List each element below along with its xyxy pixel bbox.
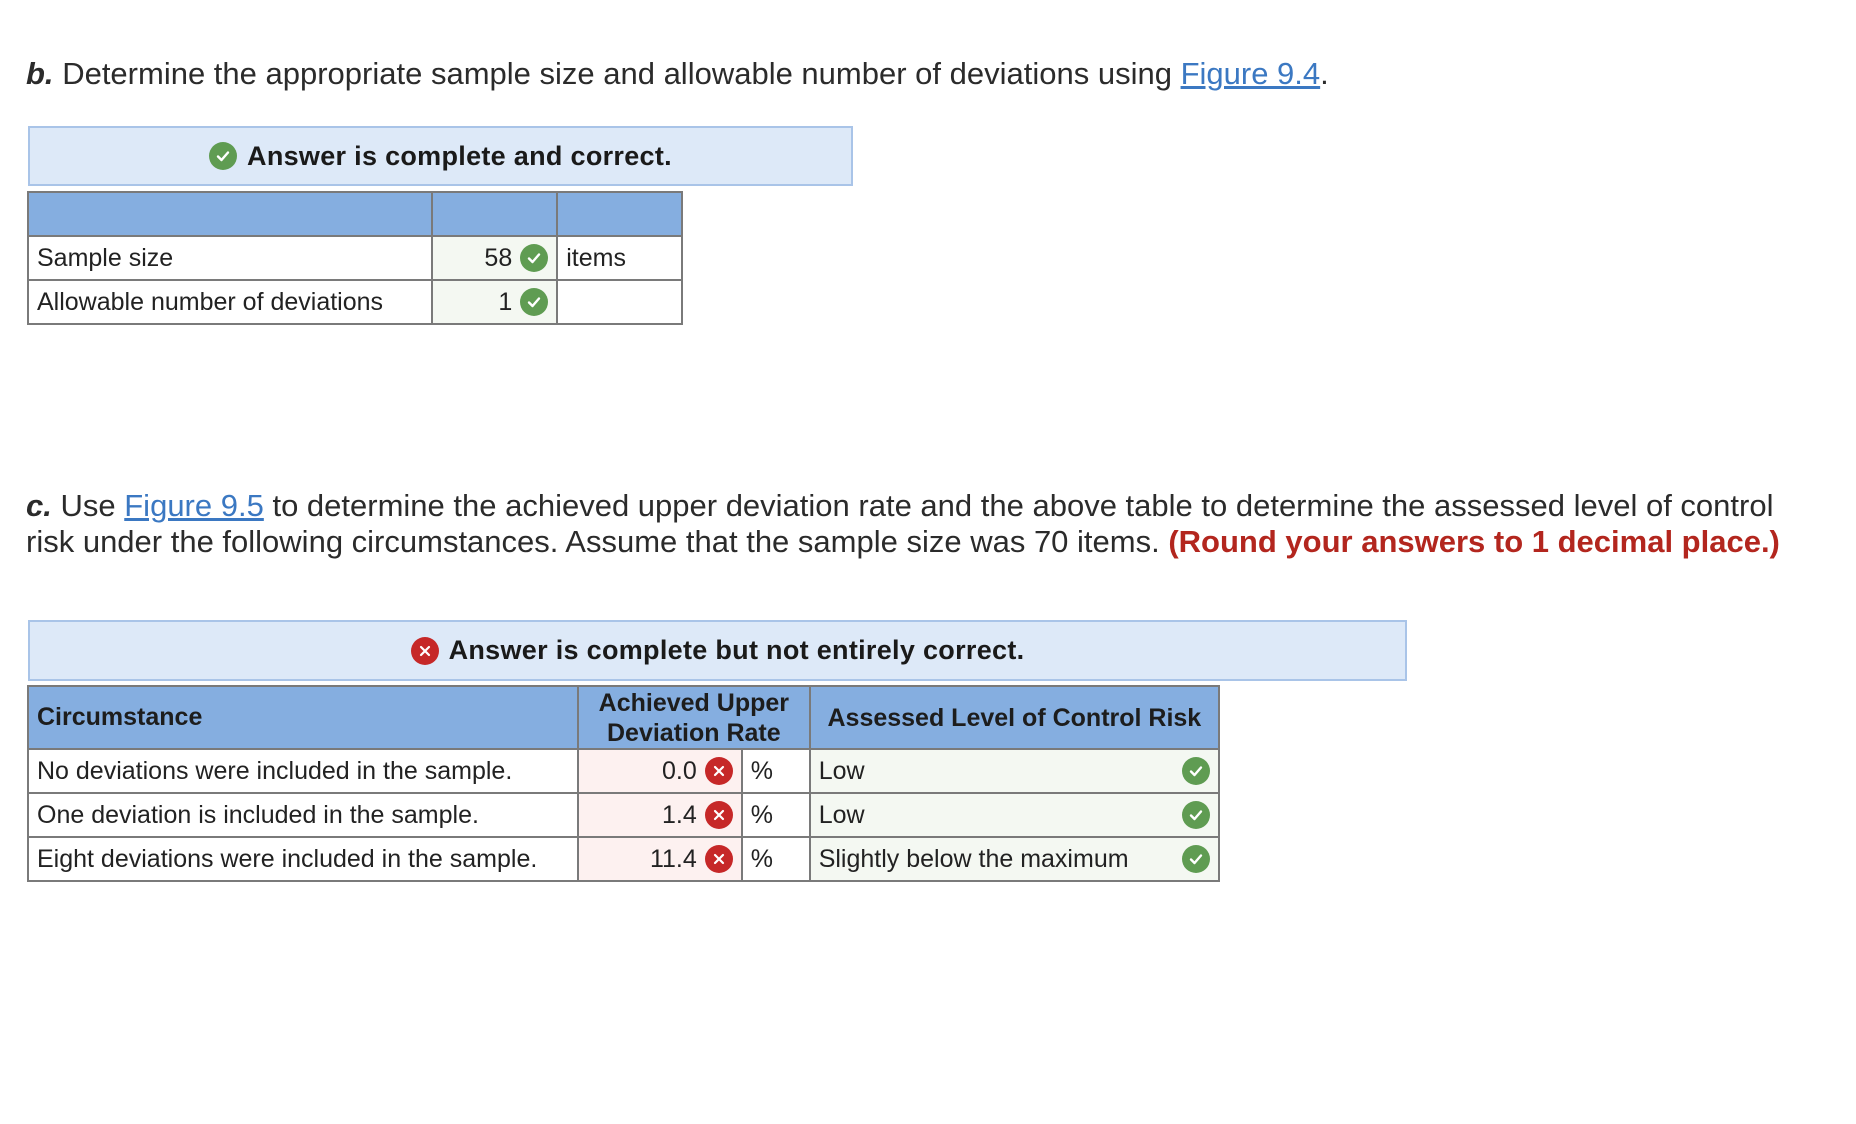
risk-value: Low bbox=[818, 756, 865, 785]
risk-value: Slightly below the maximum bbox=[818, 844, 1129, 873]
check-circle-icon bbox=[1182, 845, 1210, 873]
table-header-row bbox=[28, 686, 1219, 749]
x-circle-icon bbox=[411, 637, 439, 665]
rate-input[interactable] bbox=[578, 749, 742, 793]
figure-9-4-link[interactable]: Figure 9.4 bbox=[1180, 56, 1321, 91]
sample-size-table bbox=[27, 191, 683, 325]
rate-unit: % bbox=[742, 793, 810, 837]
rate-input[interactable] bbox=[578, 793, 742, 837]
allowable-deviations-value: 1 bbox=[498, 287, 513, 316]
table-row bbox=[28, 280, 682, 324]
sample-size-value: 58 bbox=[484, 243, 513, 272]
figure-9-5-link[interactable]: Figure 9.5 bbox=[124, 488, 264, 523]
rate-value: 0.0 bbox=[662, 756, 697, 785]
rounding-instruction: (Round your answers to 1 decimal place.) bbox=[1168, 524, 1780, 559]
header-risk: Assessed Level of Control Risk bbox=[810, 686, 1219, 749]
result-banner-b bbox=[28, 126, 853, 186]
unit-cell: items bbox=[557, 236, 682, 280]
unit-cell bbox=[557, 280, 682, 324]
rate-input[interactable] bbox=[578, 837, 742, 881]
circumstance-cell: Eight deviations were included in the sample. bbox=[28, 837, 578, 881]
check-circle-icon bbox=[520, 244, 548, 272]
check-circle-icon bbox=[1182, 757, 1210, 785]
risk-select[interactable] bbox=[810, 837, 1219, 881]
header-circumstance: Circumstance bbox=[28, 686, 578, 749]
question-b-letter: b. bbox=[26, 56, 54, 91]
check-circle-icon bbox=[1182, 801, 1210, 829]
rate-value: 11.4 bbox=[649, 844, 697, 873]
table-header-row bbox=[28, 192, 682, 236]
question-b bbox=[26, 56, 1329, 92]
result-banner-b-text: Answer is complete and correct. bbox=[247, 140, 672, 171]
table-row bbox=[28, 837, 1219, 881]
result-banner-c bbox=[28, 620, 1407, 681]
question-c-use: Use bbox=[60, 488, 116, 523]
sample-size-input[interactable] bbox=[432, 236, 557, 280]
risk-select[interactable] bbox=[810, 793, 1219, 837]
question-c bbox=[26, 488, 1806, 560]
x-circle-icon bbox=[705, 801, 733, 829]
header-cell bbox=[28, 192, 432, 236]
rate-unit: % bbox=[742, 749, 810, 793]
x-circle-icon bbox=[705, 757, 733, 785]
question-c-letter: c. bbox=[26, 488, 52, 523]
risk-select[interactable] bbox=[810, 749, 1219, 793]
x-circle-icon bbox=[705, 845, 733, 873]
row-label: Allowable number of deviations bbox=[28, 280, 432, 324]
header-cell bbox=[557, 192, 682, 236]
rate-unit: % bbox=[742, 837, 810, 881]
header-rate: Achieved Upper Deviation Rate bbox=[578, 686, 810, 749]
question-c-text: to determine the achieved upper deviation rate and the above table to determine the assessed level of control risk under the following circumstances. Assume that the sample size was 70 items. bbox=[26, 488, 1774, 559]
control-risk-table bbox=[27, 685, 1220, 882]
table-row bbox=[28, 236, 682, 280]
rate-value: 1.4 bbox=[662, 800, 697, 829]
row-label: Sample size bbox=[28, 236, 432, 280]
risk-value: Low bbox=[818, 800, 865, 829]
question-b-text: Determine the appropriate sample size and allowable number of deviations using bbox=[62, 56, 1172, 91]
circumstance-cell: One deviation is included in the sample. bbox=[28, 793, 578, 837]
check-circle-icon bbox=[520, 288, 548, 316]
header-cell bbox=[432, 192, 557, 236]
circumstance-cell: No deviations were included in the sample. bbox=[28, 749, 578, 793]
allowable-deviations-input[interactable] bbox=[432, 280, 557, 324]
result-banner-c-text: Answer is complete but not entirely correct. bbox=[448, 635, 1025, 665]
check-circle-icon bbox=[209, 142, 237, 170]
table-row bbox=[28, 749, 1219, 793]
table-row bbox=[28, 793, 1219, 837]
question-b-end: . bbox=[1320, 56, 1329, 91]
